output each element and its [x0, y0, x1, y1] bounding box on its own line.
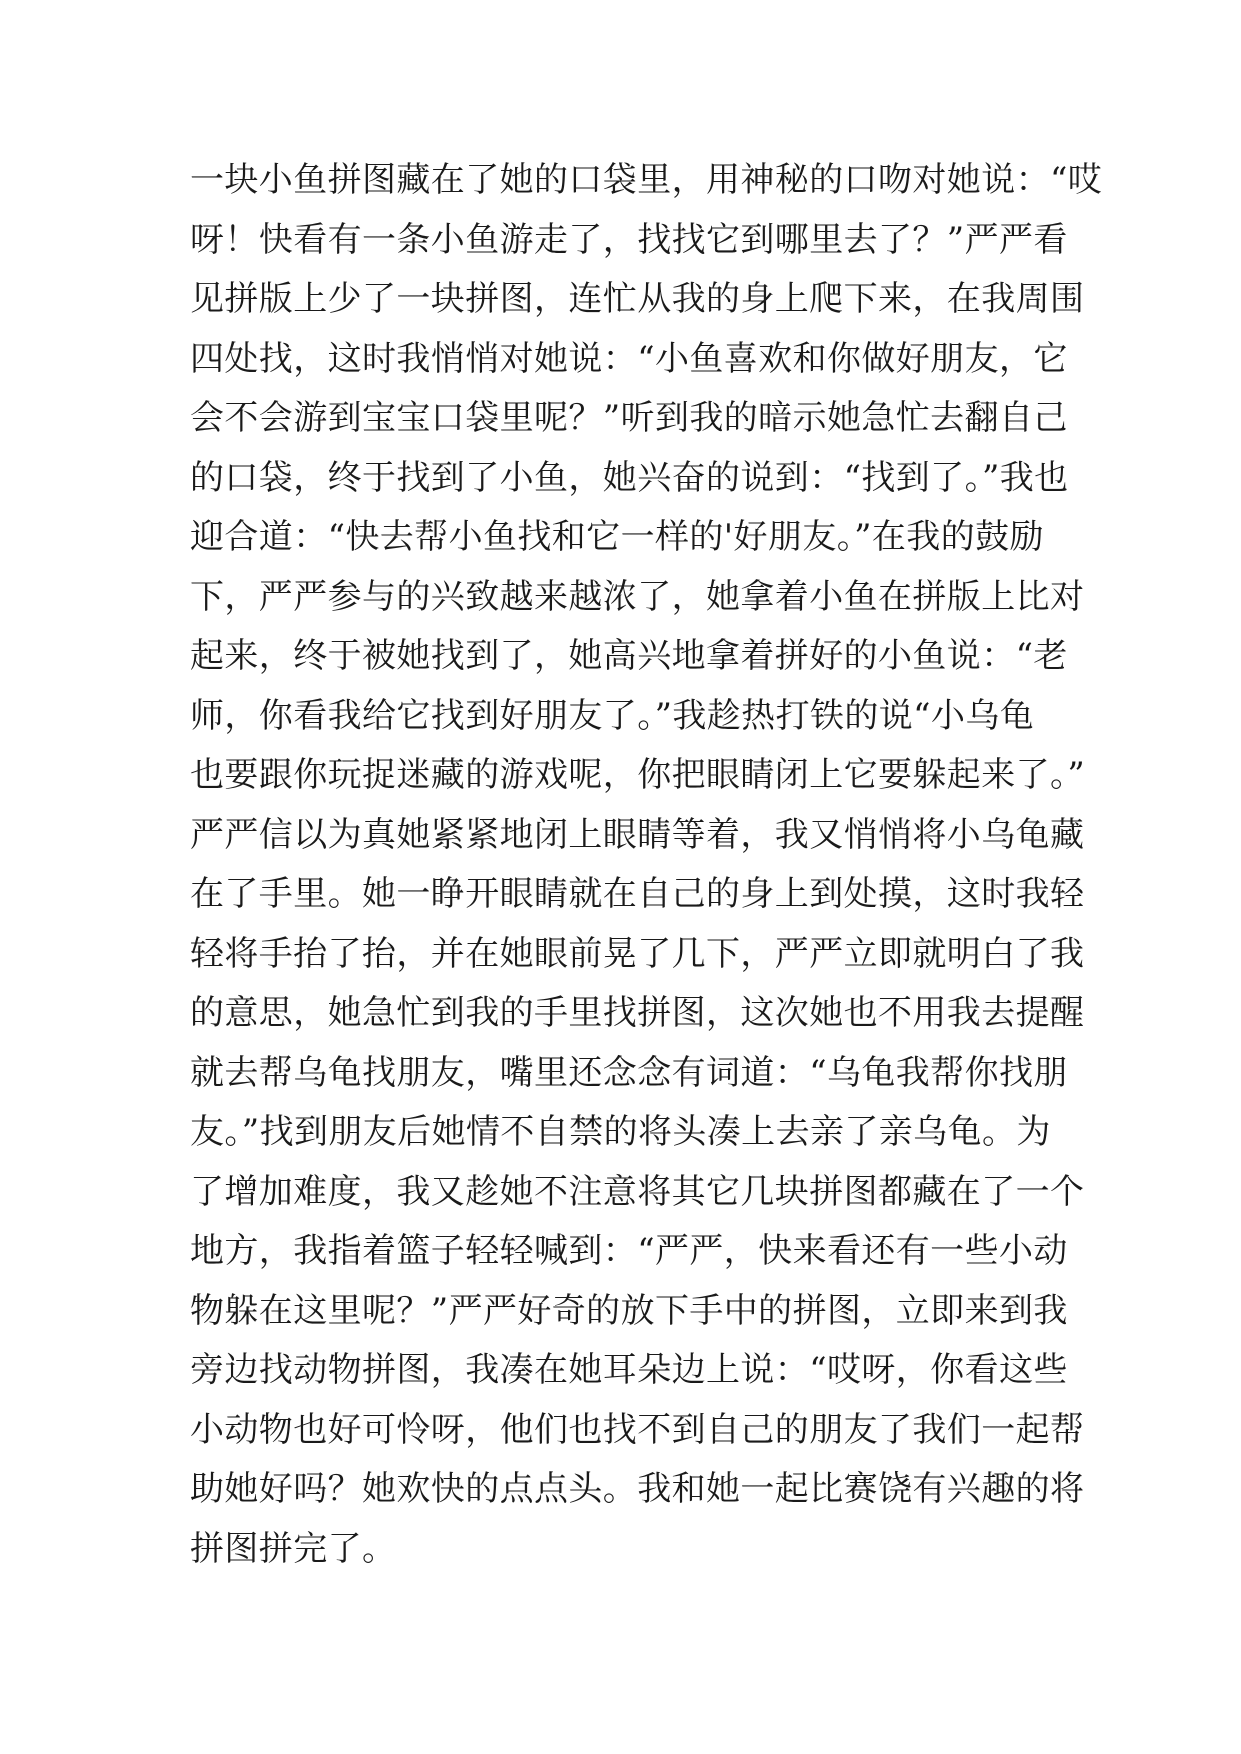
text-line: 会不会游到宝宝口袋里呢？”听到我的暗示她急忙去翻自己 — [190, 398, 1068, 438]
text-line: 旁边找动物拼图，我凑在她耳朵边上说：“哎呀，你看这些 — [190, 1350, 1068, 1390]
text-line: 友。”找到朋友后她情不自禁的将头凑上去亲了亲乌龟。为 — [190, 1112, 1051, 1152]
body-text — [190, 151, 1103, 1579]
text-line: 助她好吗？她欢快的点点头。我和她一起比赛饶有兴趣的将 — [190, 1469, 1085, 1509]
text-line: 小动物也好可怜呀，他们也找不到自己的朋友了我们一起帮 — [190, 1409, 1085, 1450]
text-line: 就去帮乌龟找朋友，嘴里还念念有词道：“乌龟我帮你找朋 — [190, 1052, 1068, 1093]
text-line: 拼图拼完了。 — [190, 1528, 397, 1569]
text-line: 严严信以为真她紧紧地闭上眼睛等着，我又悄悄将小乌龟藏 — [190, 814, 1085, 855]
text-line: 的意思，她急忙到我的手里找拼图，这次她也不用我去提醒 — [190, 993, 1085, 1033]
text-line: 的口袋，终于找到了小鱼，她兴奋的说到：“找到了。”我也 — [190, 457, 1069, 498]
text-line: 地方，我指着篮子轻轻喊到：“严严，快来看还有一些小动 — [190, 1231, 1068, 1271]
text-line: 迎合道：“快去帮小鱼找和它一样的'好朋友。”在我的鼓励 — [190, 517, 1044, 557]
text-line: 一块小鱼拼图藏在了她的口袋里，用神秘的口吻对她说：“哎 — [190, 160, 1103, 200]
text-line: 起来，终于被她找到了，她高兴地拿着拼好的小鱼说：“老 — [190, 636, 1068, 676]
text-line: 了增加难度，我又趁她不注意将其它几块拼图都藏在了一个 — [190, 1171, 1085, 1212]
text-line: 也要跟你玩捉迷藏的游戏呢，你把眼睛闭上它要躲起来了。” — [190, 755, 1086, 795]
text-line: 物躲在这里呢？”严严好奇的放下手中的拼图，立即来到我 — [190, 1290, 1068, 1331]
text-line: 见拼版上少了一块拼图，连忙从我的身上爬下来，在我周围 — [190, 279, 1085, 319]
text-line: 师，你看我给它找到好朋友了。”我趁热打铁的说“小乌龟 — [190, 695, 1035, 736]
text-line: 下，严严参与的兴致越来越浓了，她拿着小鱼在拼版上比对 — [190, 576, 1085, 617]
text-line: 呀！快看有一条小鱼游走了，找找它到哪里去了？”严严看 — [190, 219, 1068, 260]
text-line: 轻将手抬了抬，并在她眼前晃了几下，严严立即就明白了我 — [190, 933, 1085, 974]
text-line: 四处找，这时我悄悄对她说：“小鱼喜欢和你做好朋友，它 — [190, 338, 1068, 379]
text-line: 在了手里。她一睁开眼睛就在自己的身上到处摸，这时我轻 — [190, 874, 1085, 914]
